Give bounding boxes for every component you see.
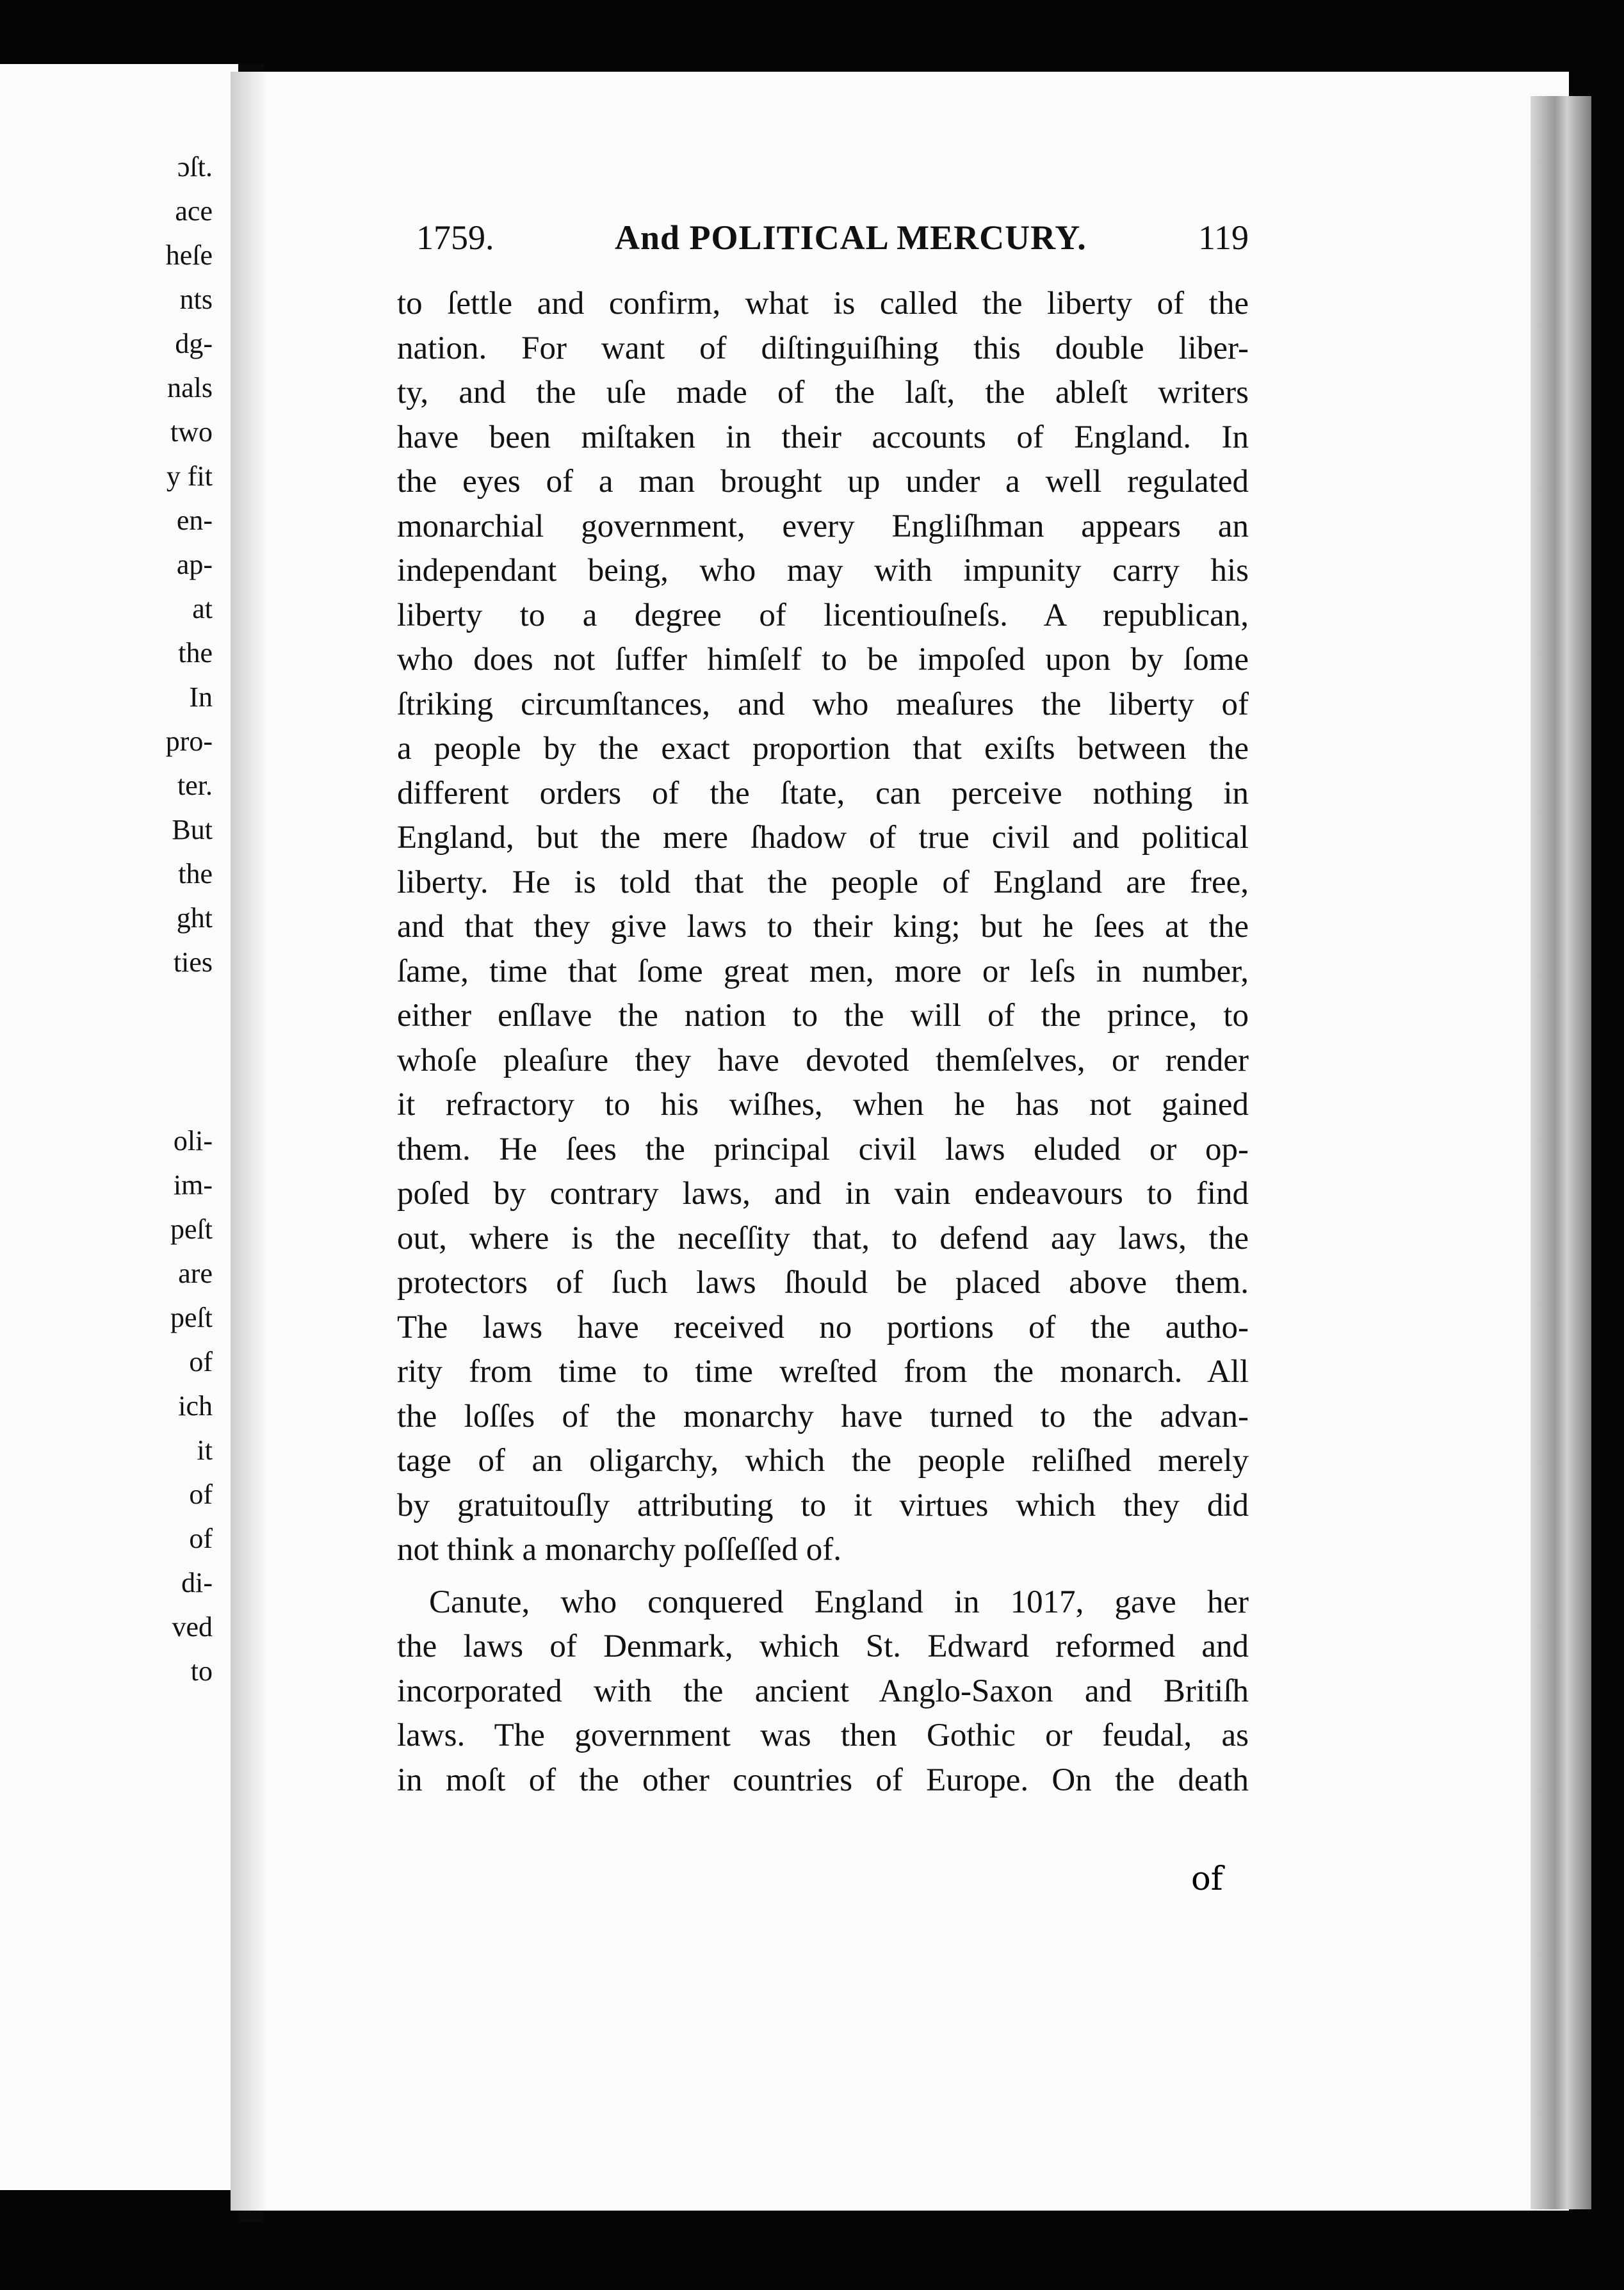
text-line: Canute, who conquered England in 1017, gave her bbox=[429, 1584, 1249, 1620]
left-page-fragment: the bbox=[178, 637, 213, 669]
text-line: rity from time to time wreſted from the monarch. All bbox=[397, 1354, 1249, 1390]
left-page-fragment: heſe bbox=[165, 240, 213, 271]
left-page-fragment: of bbox=[189, 1479, 213, 1510]
left-page-fragment: But bbox=[172, 814, 213, 845]
left-page-fragment: peſt bbox=[170, 1214, 213, 1245]
left-page-fragment: peſt bbox=[170, 1302, 213, 1333]
text-line: the laws of Denmark, which St. Edward reformed and bbox=[397, 1628, 1249, 1664]
left-page-fragment: at bbox=[192, 593, 213, 624]
left-page-fragment: pro- bbox=[165, 726, 213, 757]
left-page-fragment: im- bbox=[173, 1169, 213, 1201]
text-line: a people by the exact proportion that exiſts between the bbox=[397, 731, 1249, 767]
text-line: the eyes of a man brought up under a well regulated bbox=[397, 464, 1249, 499]
left-page-fragment: the bbox=[178, 858, 213, 889]
text-line: ty, and the uſe made of the laſt, the ableſt writers bbox=[397, 375, 1249, 410]
left-page-fragment: ɔſt. bbox=[177, 151, 213, 183]
text-line: independant being, who may with impunity carry his bbox=[397, 553, 1249, 589]
text-line: nation. For want of diſtinguiſhing this double liber- bbox=[397, 330, 1249, 366]
left-page-fragment: ap- bbox=[176, 549, 213, 580]
text-line: monarchial government, every Engliſhman appears an bbox=[397, 508, 1249, 544]
header-year: 1759. bbox=[416, 218, 494, 257]
text-line: them. He ſees the principal civil laws eluded or op- bbox=[397, 1131, 1249, 1167]
text-line: out, where is the neceſſity that, to defend aay laws, the bbox=[397, 1220, 1249, 1256]
left-page-fragment: ved bbox=[172, 1611, 213, 1643]
left-page-fragment: y fit bbox=[166, 460, 213, 492]
text-line: either enſlave the nation to the will of the prince, to bbox=[397, 998, 1249, 1034]
text-line: the loſſes of the monarchy have turned to the advan- bbox=[397, 1398, 1249, 1434]
running-header bbox=[416, 218, 1249, 275]
left-page-fragment: oli- bbox=[173, 1125, 213, 1157]
text-line: ſtriking circumſtances, and who meaſures the liberty of bbox=[397, 686, 1249, 722]
text-line: liberty. He is told that the people of England are free, bbox=[397, 864, 1249, 900]
left-page-fragment: nals bbox=[167, 372, 213, 403]
header-title: And POLITICAL MERCURY. bbox=[615, 218, 1087, 257]
text-line: it refractory to his wiſhes, when he has not gained bbox=[397, 1087, 1249, 1123]
left-page-fragment: ace bbox=[175, 195, 213, 227]
text-line: different orders of the ſtate, can perceive nothing in bbox=[397, 775, 1249, 811]
text-line: who does not ſuffer himſelf to be impoſed upon by ſome bbox=[397, 642, 1249, 678]
text-line: whoſe pleaſure they have devoted themſelves, or render bbox=[397, 1042, 1249, 1078]
left-page-fragment: nts bbox=[179, 284, 213, 315]
text-line: not think a monarchy poſſeſſed of. bbox=[397, 1532, 842, 1568]
text-line: liberty to a degree of licentiouſneſs. A republican, bbox=[397, 597, 1249, 633]
page-shadow bbox=[231, 72, 269, 2211]
text-line: tage of an oligarchy, which the people reliſhed merely bbox=[397, 1443, 1249, 1479]
left-page-fragment: ght bbox=[176, 902, 213, 934]
left-page-fragment: are bbox=[178, 1258, 213, 1289]
text-line: poſed by contrary laws, and in vain endeavours to find bbox=[397, 1176, 1249, 1212]
text-line: by gratuitouſly attributing to it virtues which they did bbox=[397, 1487, 1249, 1523]
text-line: to ſettle and confirm, what is called the liberty of the bbox=[397, 286, 1249, 321]
text-line: incorporated with the ancient Anglo-Saxon and Britiſh bbox=[397, 1673, 1249, 1709]
left-page-fragment: ter. bbox=[177, 770, 213, 801]
text-line: and that they give laws to their king; but he ſees at the bbox=[397, 909, 1249, 945]
catchword: of bbox=[1191, 1860, 1223, 1898]
page-number: 119 bbox=[1198, 218, 1249, 257]
text-line: protectors of ſuch laws ſhould be placed above them. bbox=[397, 1265, 1249, 1301]
left-page-fragment: it bbox=[197, 1434, 213, 1466]
text-line: have been miſtaken in their accounts of England. In bbox=[397, 419, 1249, 455]
left-page-fragment: en- bbox=[176, 505, 213, 536]
left-page-fragment: of bbox=[189, 1346, 213, 1377]
text-line: laws. The government was then Gothic or feudal, as bbox=[397, 1718, 1249, 1753]
text-line: England, but the mere ſhadow of true civil and political bbox=[397, 820, 1249, 856]
left-page-fragment: di- bbox=[181, 1567, 213, 1598]
left-page-fragment: to bbox=[190, 1655, 213, 1687]
text-line: The laws have received no portions of the autho- bbox=[397, 1309, 1249, 1345]
text-line: ſame, time that ſome great men, more or leſs in number, bbox=[397, 953, 1249, 989]
left-page-fragment: dg- bbox=[175, 328, 213, 359]
left-page-fragment: In bbox=[189, 681, 213, 713]
text-line: in moſt of the other countries of Europe. On the death bbox=[397, 1762, 1249, 1798]
left-facing-page bbox=[0, 64, 238, 2190]
left-page-fragment: ties bbox=[173, 946, 213, 978]
left-page-fragment: ich bbox=[178, 1390, 213, 1422]
left-page-fragment: of bbox=[189, 1523, 213, 1554]
left-page-fragment: two bbox=[170, 416, 213, 448]
